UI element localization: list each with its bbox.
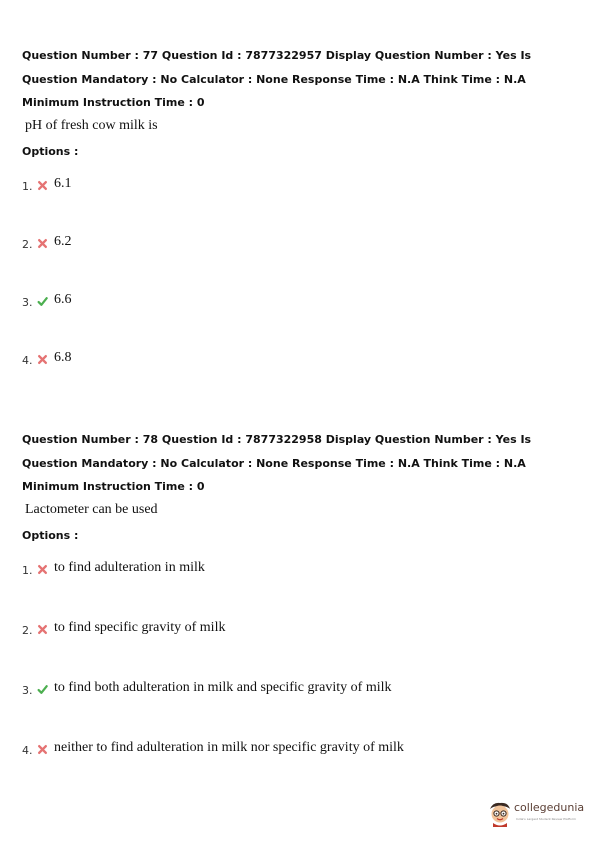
option-text: 6.6 <box>54 292 72 307</box>
logo-name: collegedunia <box>514 801 585 814</box>
option-number: 1. <box>22 564 33 577</box>
question-77-text: pH of fresh cow milk is <box>25 118 158 133</box>
wrong-cross-icon <box>37 744 48 755</box>
option-text: 6.2 <box>54 234 72 249</box>
option-text: 6.8 <box>54 350 72 365</box>
option-number: 3. <box>22 684 33 697</box>
option-number: 2. <box>22 238 33 251</box>
option-number: 2. <box>22 624 33 637</box>
collegedunia-logo <box>487 798 587 832</box>
option-number: 1. <box>22 180 33 193</box>
option-number: 4. <box>22 354 33 367</box>
question-77-meta: Question Number : 77 Question Id : 7877322957 Display Question Number : Yes Is Question Mandatory : No Calculator : None Response Time : N.A Think Time : N.A Minimum Instruction Time : 0 <box>22 49 532 109</box>
option-text: to find specific gravity of milk <box>54 620 226 635</box>
question-77-options-label: Options : <box>22 145 79 158</box>
option-text: 6.1 <box>54 176 72 191</box>
wrong-cross-icon <box>37 564 48 575</box>
correct-check-icon <box>37 684 48 695</box>
question-78-text: Lactometer can be used <box>25 502 158 517</box>
option-number: 3. <box>22 296 33 309</box>
option-text: neither to find adulteration in milk nor specific gravity of milk <box>54 740 404 755</box>
wrong-cross-icon <box>37 180 48 191</box>
question-78-options-label: Options : <box>22 529 79 542</box>
student-mascot-icon <box>487 800 513 828</box>
wrong-cross-icon <box>37 354 48 365</box>
wrong-cross-icon <box>37 238 48 249</box>
logo-tagline: India's Largest Student Review Platform <box>516 817 576 821</box>
option-number: 4. <box>22 744 33 757</box>
option-text: to find both adulteration in milk and specific gravity of milk <box>54 680 392 695</box>
wrong-cross-icon <box>37 624 48 635</box>
option-text: to find adulteration in milk <box>54 560 205 575</box>
question-78-meta: Question Number : 78 Question Id : 7877322958 Display Question Number : Yes Is Question Mandatory : No Calculator : None Response Time : N.A Think Time : N.A Minimum Instruction Time : 0 <box>22 433 532 493</box>
correct-check-icon <box>37 296 48 307</box>
